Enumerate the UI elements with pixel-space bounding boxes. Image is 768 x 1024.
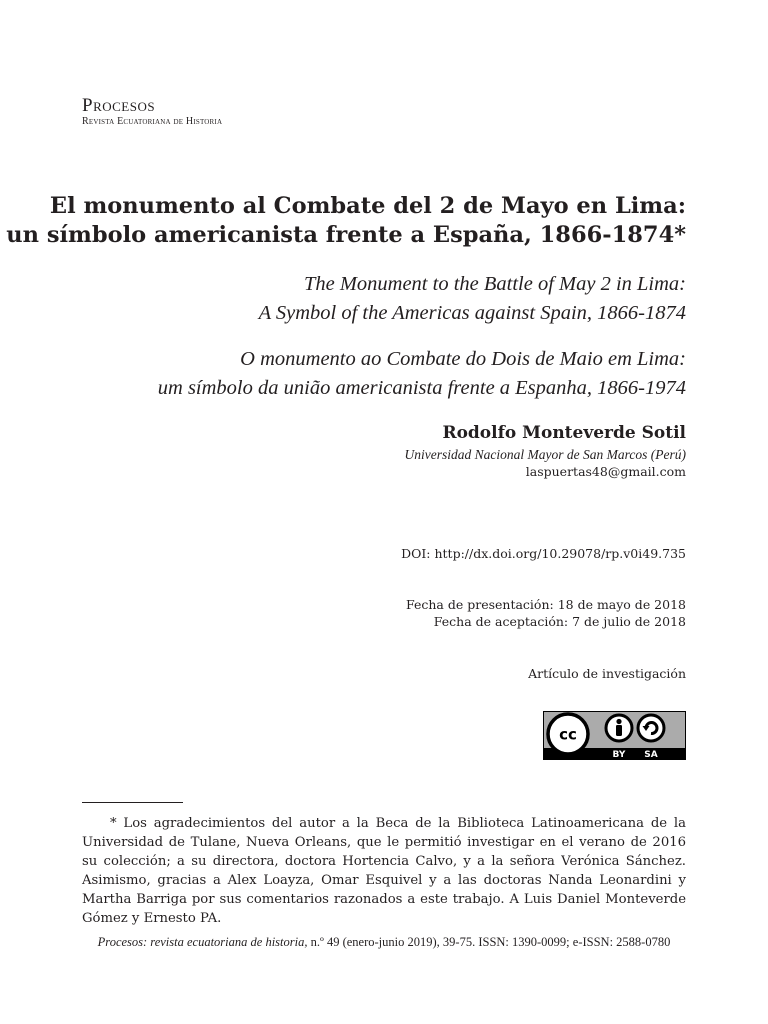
article-dates — [406, 596, 686, 630]
article-title — [6, 192, 686, 250]
journal-subtitle: Revista Ecuatoriana de Historia — [82, 116, 223, 127]
submission-date: Fecha de presentación: 18 de mayo de 2018 — [405, 597, 686, 612]
article-title-english — [259, 270, 686, 328]
cc-by-label: BY — [612, 750, 626, 760]
acceptance-date: Fecha de aceptación: 7 de julio de 2018 — [433, 614, 686, 629]
title-portuguese-line-1: O monumento ao Combate do Dois de Maio em Lima: — [240, 348, 686, 370]
citation-journal-title: Procesos: revista ecuatoriana de historia, — [97, 935, 308, 949]
cc-sa-label: SA — [644, 750, 658, 760]
author-name: Rodolfo Monteverde Sotil — [442, 423, 686, 443]
acknowledgement-footnote: * Los agradecimientos del autor a la Beca de la Biblioteca Latinoamericana de la Universidad de Tulane, Nueva Orleans, que le permitió investigar en el verano de 2016 su colección; a su directora, doctora Hortencia Calvo, y a la señora Verónica Sánchez. Asimismo, gracias a Alex Loayza, Omar Esquivel y a las doctoras Nanda Leonardini y Martha Barriga por sus comentarios razonados a este trabajo. A Luis Daniel Monteverde Gómez y Ernesto PA. — [82, 816, 686, 926]
author-email[interactable]: laspuertas48@gmail.com — [525, 464, 686, 479]
footnote-divider — [82, 802, 183, 803]
article-title-line-2: un símbolo americanista frente a España, 1866-1874* — [6, 222, 686, 248]
article-title-line-1: El monumento al Combate del 2 de Mayo en Lima: — [49, 193, 686, 219]
article-title-portuguese — [158, 345, 686, 403]
title-english-line-2: A Symbol of the Americas against Spain, 1866-1874 — [258, 302, 686, 324]
journal-citation — [0, 933, 768, 951]
journal-name: Procesos — [82, 95, 156, 116]
title-english-line-1: The Monument to the Battle of May 2 in Lima: — [303, 273, 686, 295]
title-portuguese-line-2: um símbolo da união americanista frente a Espanha, 1866-1974 — [157, 377, 686, 399]
doi-link[interactable]: DOI: http://dx.doi.org/10.29078/rp.v0i49.735 — [401, 546, 686, 561]
cc-by-sa-license-badge[interactable] — [543, 711, 686, 760]
cc-text: cc — [559, 725, 577, 744]
article-type: Artículo de investigación — [528, 666, 686, 681]
journal-header — [82, 96, 222, 128]
attribution-icon — [616, 719, 621, 724]
cc-license-icon — [543, 711, 686, 760]
citation-details: n.º 49 (enero-junio 2019), 39-75. ISSN: 1390-0099; e-ISSN: 2588-0780 — [307, 935, 671, 949]
author-affiliation: Universidad Nacional Mayor de San Marcos (Perú) — [404, 447, 686, 462]
